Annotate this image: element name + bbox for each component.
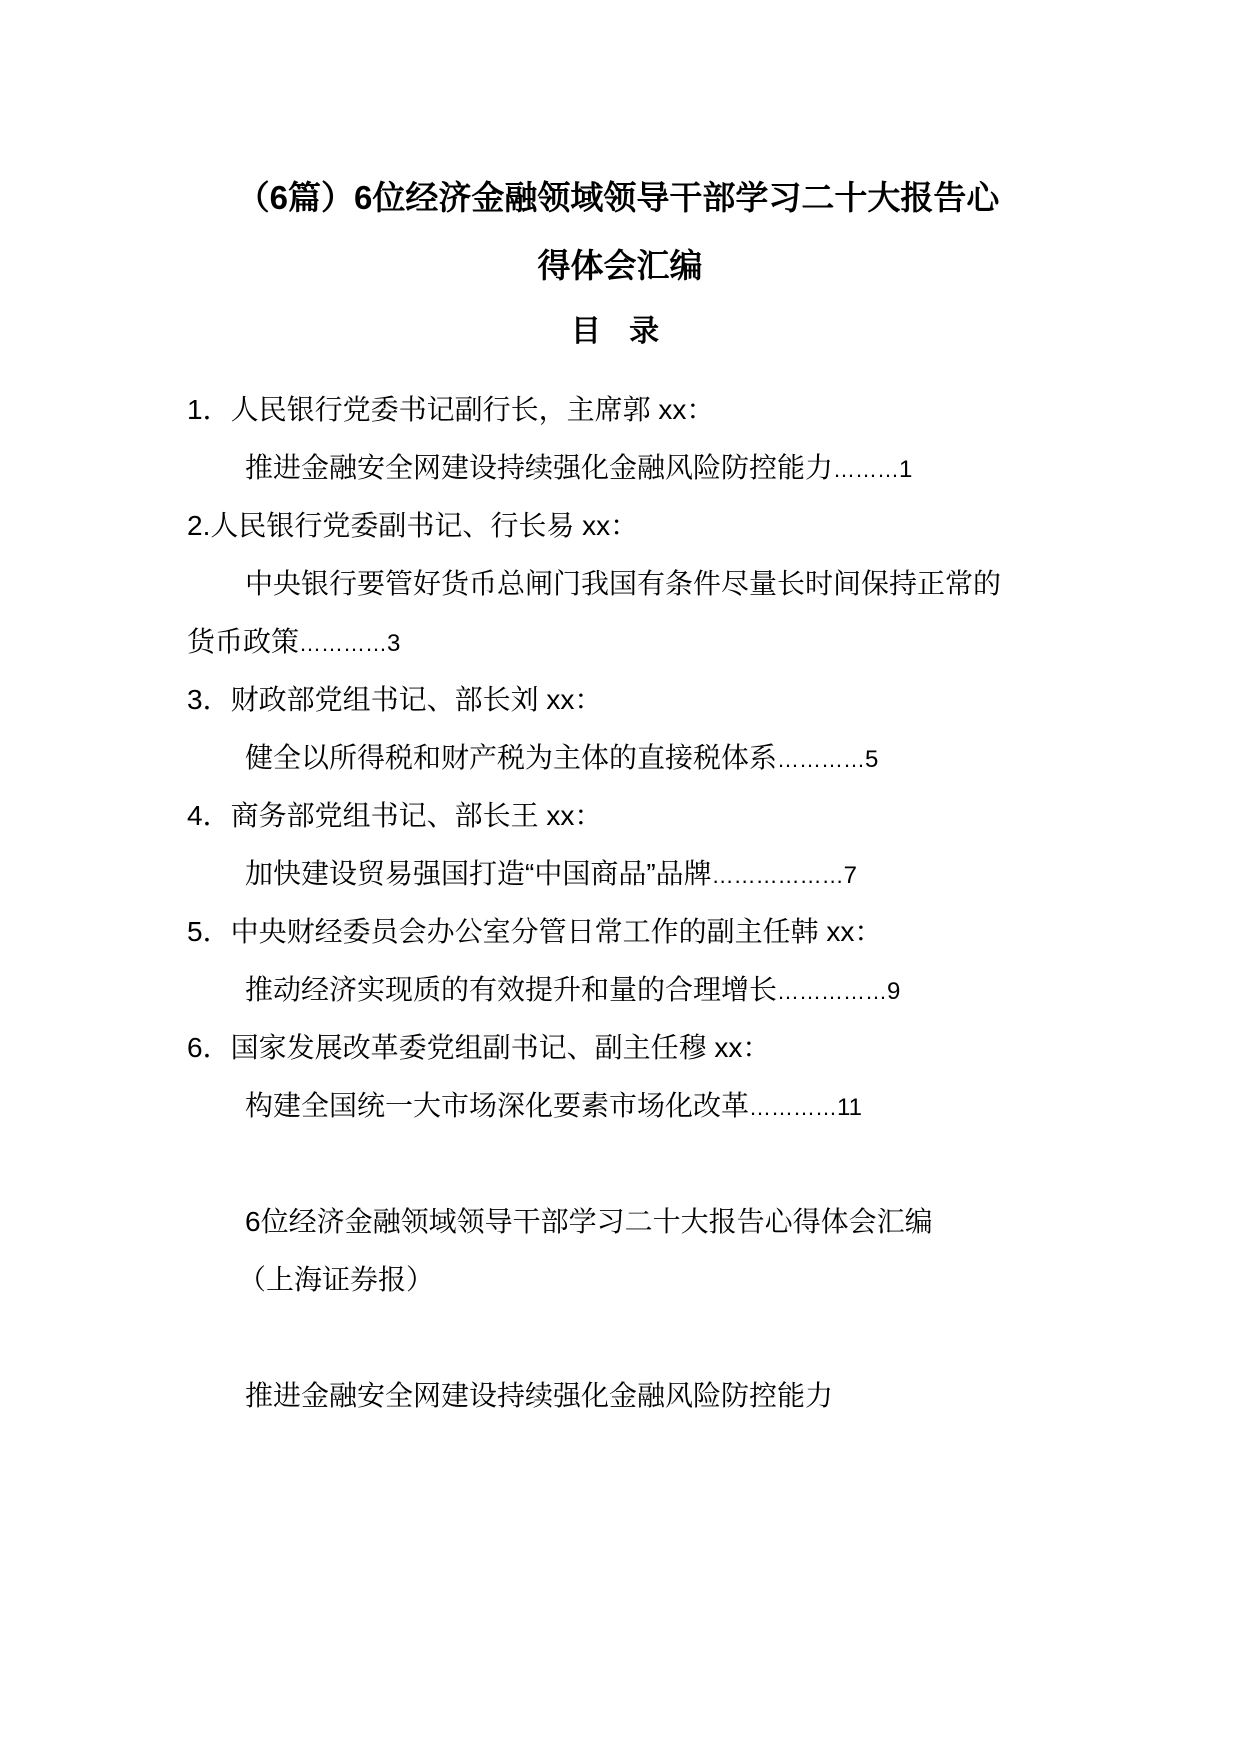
toc-heading: 目 录 bbox=[570, 315, 670, 348]
toc-entry-2-leader: ………… bbox=[299, 631, 388, 656]
source-label: （上海证券报） bbox=[238, 1264, 435, 1295]
toc-entry-4-subtitle: 加快建设贸易强国打造“中国商品”品牌 bbox=[245, 858, 712, 889]
document-title-line-2: 得体会汇编 bbox=[537, 247, 703, 284]
toc-entry-2-subtitle-cont: 货币政策 bbox=[187, 626, 300, 657]
toc-entry-3-page: 5 bbox=[865, 746, 879, 773]
toc-entry-5-heading: 5．中央财经委员会办公室分管日常工作的副主任韩 xx： bbox=[187, 916, 883, 947]
toc-entry-6-leader: ………… bbox=[749, 1095, 838, 1120]
toc-entry-1-leader: ……… bbox=[833, 457, 900, 482]
toc-entry-3-heading: 3．财政部党组书记、部长刘 xx： bbox=[187, 684, 603, 715]
toc-entry-3-leader: ………… bbox=[777, 747, 866, 772]
toc-entry-4-leader: ……………… bbox=[711, 863, 844, 888]
toc-entry-1-page: 1 bbox=[899, 456, 913, 483]
toc-entry-6-heading: 6．国家发展改革委党组副书记、副主任穆 xx： bbox=[187, 1032, 771, 1063]
toc-entry-5-subtitle-line[interactable] bbox=[245, 972, 900, 1010]
toc-entry-1-heading: 1．人民银行党委书记副行长，主席郭 xx： bbox=[187, 394, 715, 425]
document-title-line-1: （6篇）6位经济金融领域领导干部学习二十大报告心 bbox=[236, 179, 1000, 216]
toc-entry-3-subtitle: 健全以所得税和财产税为主体的直接税体系 bbox=[245, 742, 778, 773]
toc-entry-6-subtitle-line[interactable] bbox=[245, 1088, 862, 1126]
toc-entry-5-subtitle: 推动经济实现质的有效提升和量的合理增长 bbox=[245, 974, 778, 1005]
toc-entry-2-heading: 2.人民银行党委副书记、行长易 xx： bbox=[187, 510, 639, 541]
toc-entry-6-subtitle: 构建全国统一大市场深化要素市场化改革 bbox=[245, 1090, 750, 1121]
collection-title: 6位经济金融领域领导干部学习二十大报告心得体会汇编 bbox=[245, 1206, 933, 1237]
toc-entry-4-subtitle-line[interactable] bbox=[245, 856, 857, 894]
toc-entry-5-leader: …………… bbox=[777, 979, 888, 1004]
toc-entry-3-subtitle-line[interactable] bbox=[245, 740, 878, 778]
toc-entry-4-page: 7 bbox=[843, 862, 858, 889]
toc-entry-6-page: 11 bbox=[837, 1094, 862, 1121]
toc-entry-1-subtitle: 推进金融安全网建设持续强化金融风险防控能力 bbox=[245, 452, 834, 483]
toc-entry-4-heading: 4．商务部党组书记、部长王 xx： bbox=[187, 800, 603, 831]
toc-entry-1-subtitle-line[interactable] bbox=[245, 450, 912, 488]
toc-entry-2-page: 3 bbox=[387, 630, 401, 657]
toc-entry-5-page: 9 bbox=[887, 978, 901, 1005]
toc-entry-2-subtitle[interactable]: 中央银行要管好货币总闸门我国有条件尽量长时间保持正常的 bbox=[245, 568, 1002, 599]
first-article-title: 推进金融安全网建设持续强化金融风险防控能力 bbox=[245, 1380, 834, 1411]
toc-entry-2-subtitle-cont-line[interactable] bbox=[187, 624, 400, 662]
